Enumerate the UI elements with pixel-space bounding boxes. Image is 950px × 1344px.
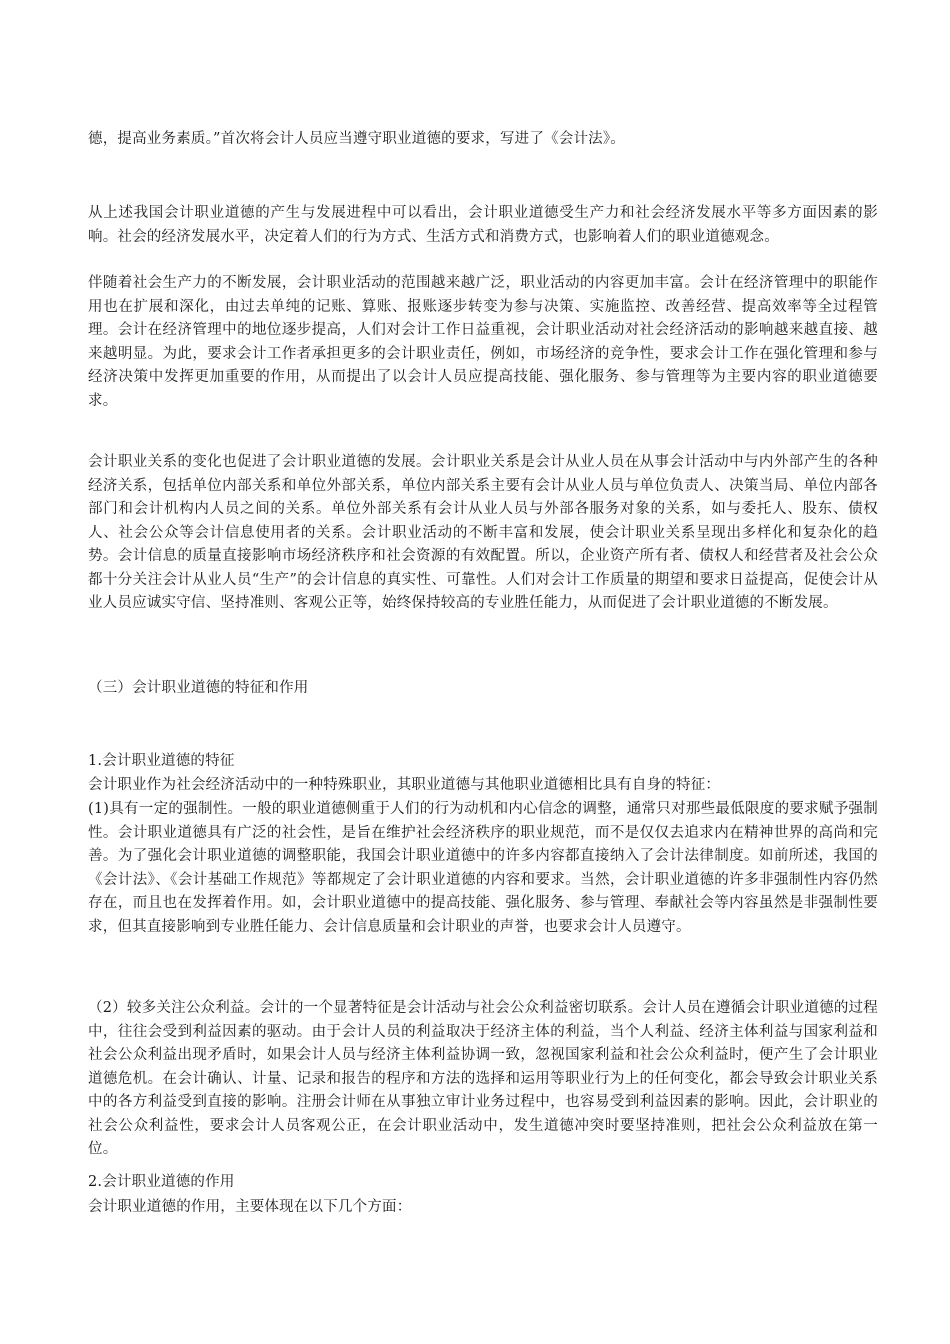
paragraph-productivity-development: 伴随着社会生产力的不断发展，会计职业活动的范围越来越广泛，职业活动的内容更加丰富。会计在经济管理中的职能作用也在扩展和深化，由过去单纯的记账、算账、报账逐步转变为参与决策、实施监控、改善经营、提高效率等全过程管理。会计在经济管理中的地位逐步提高，人们对会计工作日益重视，会计职业活动对社会经济活动的影响越来越直接、越来越明显。为此，要求会计工作者承担更多的会计职业责任，例如，市场经济的竞争性，要求会计工作在强化管理和参与经济决策中发挥更加重要的作用，从而提出了以会计人员应提高技能、强化服务、参与管理等为主要内容的职业道德要求。 xyxy=(88,275,878,409)
paragraph-professional-relations: 会计职业关系的变化也促进了会计职业道德的发展。会计职业关系是会计从业人员在从事会计活动中与内外部产生的各种经济关系，包括单位内部关系和单位外部关系，单位内部关系主要有会计从业人员与单位负责人、决策当局、单位内部各部门和会计机构内人员之间的关系。单位外部关系有会计从业人员与外部各服务对象的关系，如与委托人、股东、债权人、社会公众等会计信息使用者的关系。会计职业活动的不断丰富和发展，使会计职业关系呈现出多样化和复杂化的趋势。会计信息的质量直接影响市场经济秩序和社会资源的有效配置。所以，企业资产所有者、债权人和经营者及社会公众都十分关注会计从业人员“生产”的会计信息的真实性、可靠性。人们对会计工作质量的期望和要求日益提高，促使会计从业人员应诚实守信、坚持准则、客观公正等，始终保持较高的专业胜任能力，从而促进了会计职业道德的不断发展。 xyxy=(88,454,878,611)
paragraph-continuation: 德，提高业务素质。”首次将会计人员应当遵守职业道德的要求，写进了《会计法》。 xyxy=(88,131,626,147)
paragraph-role-intro: 会计职业道德的作用，主要体现在以下几个方面： xyxy=(88,1199,412,1215)
paragraph-compulsory-nature: (1)具有一定的强制性。一般的职业道德侧重于人们的行为动机和内心信念的调整，通常只对那些最低限度的要求赋予强制性。会计职业道德具有广泛的社会性，是旨在维护社会经济秩序的职业规范，而不是仅仅去追求内在精神世界的高尚和完善。为了强化会计职业道德的调整职能，我国会计职业道德中的许多内容都直接纳入了会计法律制度。如前所述，我国的《会计法》、《会计基础工作规范》等都规定了会计职业道德的内容和要求。当然，会计职业道德的许多非强制性内容仍然存在，而且也在发挥着作用。如，会计职业道德中的提高技能、强化服务、参与管理、奉献社会等内容虽然是非强制性要求，但其直接影响到专业胜任能力、会计信息质量和会计职业的声誉，也要求会计人员遵守。 xyxy=(88,801,878,935)
section-heading-characteristics-and-role: （三）会计职业道德的特征和作用 xyxy=(88,680,309,696)
paragraph-influencing-factors: 从上述我国会计职业道德的产生与发展进程中可以看出，会计职业道德受生产力和社会经济发展水平等多方面因素的影响。社会的经济发展水平，决定着人们的行为方式、生活方式和消费方式，也影响着人们的职业道德观念。 xyxy=(88,205,878,245)
paragraph-public-interest: （2）较多关注公众利益。会计的一个显著特征是会计活动与社会公众利益密切联系。会计人员在遵循会计职业道德的过程中，往往会受到利益因素的驱动。由于会计人员的利益取决于经济主体的利益，当个人利益、经济主体利益与国家利益和社会公众利益出现矛盾时，如果会计人员与经济主体利益协调一致，忽视国家利益和社会公众利益时，便产生了会计职业道德危机。在会计确认、计量、记录和报告的程序和方法的选择和运用等职业行为上的任何变化，都会导致会计职业关系中的各方利益受到直接的影响。注册会计师在从事独立审计业务过程中，也容易受到利益因素的影响。因此，会计职业的社会公众利益性，要求会计人员客观公正，在会计职业活动中，发生道德冲突时要坚持准则，把社会公众利益放在第一位。 xyxy=(88,1000,878,1157)
paragraph-characteristics-intro: 会计职业作为社会经济活动中的一种特殊职业，其职业道德与其他职业道德相比具有自身的特征： xyxy=(88,777,721,793)
subheading-role: 2.会计职业道德的作用 xyxy=(88,1174,235,1190)
subheading-characteristics: 1.会计职业道德的特征 xyxy=(88,753,235,769)
